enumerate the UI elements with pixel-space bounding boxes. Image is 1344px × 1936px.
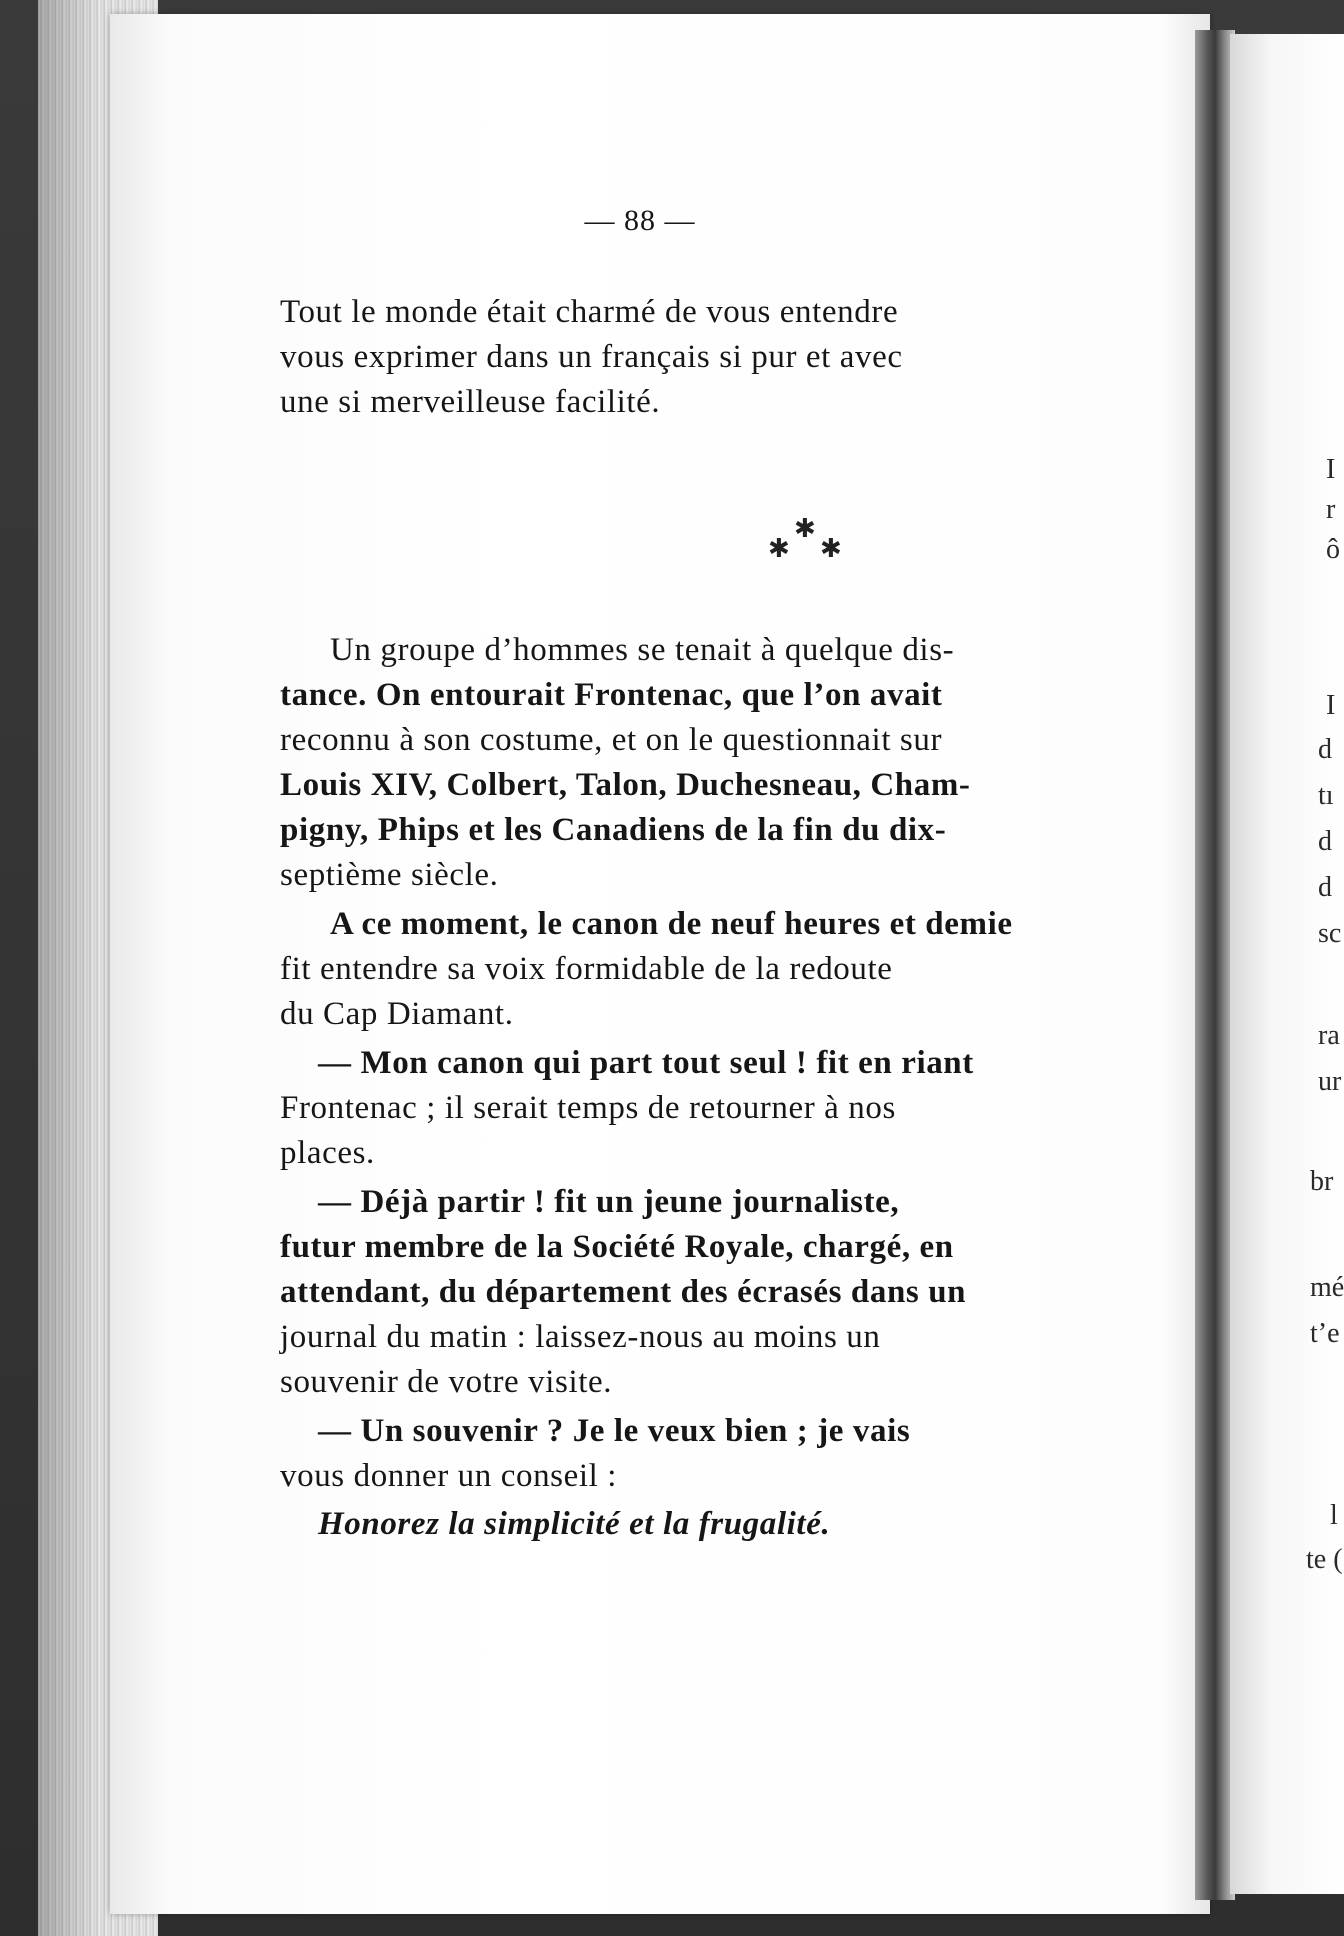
text-line: reconnu à son costume, et on le questionnait sur	[280, 722, 943, 758]
text-line: vous donner un conseil :	[280, 1458, 618, 1494]
facing-fragment: ur	[1318, 1066, 1342, 1097]
text-line: Louis XIV, Colbert, Talon, Duchesneau, Cham-	[280, 767, 971, 803]
text-line: fit entendre sa voix formidable de la redoute	[280, 951, 893, 987]
facing-fragment: ra	[1318, 1020, 1340, 1051]
facing-page	[1230, 34, 1344, 1894]
book-gutter	[1195, 30, 1235, 1900]
facing-fragment: br	[1310, 1166, 1334, 1197]
text-line: — Mon canon qui part tout seul ! fit en riant	[318, 1045, 974, 1081]
facing-fragment: t’e	[1310, 1318, 1340, 1349]
text-line: Tout le monde était charmé de vous entendre	[280, 294, 899, 330]
asterisk-icon: ✱	[794, 514, 816, 543]
asterisk-icon: ✱	[768, 534, 790, 563]
facing-fragment: te (	[1306, 1544, 1343, 1575]
text-line-italic: Honorez la simplicité et la frugalité.	[318, 1506, 831, 1542]
book-page	[110, 14, 1210, 1914]
asterism-separator	[760, 514, 850, 574]
asterisk-icon: ✱	[820, 534, 842, 563]
facing-fragment: tı	[1318, 780, 1334, 811]
text-line: journal du matin : laissez-nous au moins un	[280, 1319, 881, 1355]
facing-fragment: sc	[1318, 918, 1342, 949]
page-number: — 88 —	[584, 204, 696, 237]
text-line: du Cap Diamant.	[280, 996, 514, 1032]
text-line: attendant, du département des écrasés dans un	[280, 1274, 967, 1310]
text-line: vous exprimer dans un français si pur et avec	[280, 339, 903, 375]
facing-fragment: d	[1318, 872, 1332, 903]
text-line: Un groupe d’hommes se tenait à quelque dis-	[330, 632, 955, 668]
text-line: — Un souvenir ? Je le veux bien ; je vais	[318, 1413, 911, 1449]
facing-fragment: r	[1326, 494, 1336, 525]
text-line: une si merveilleuse facilité.	[280, 384, 661, 420]
text-line: pigny, Phips et les Canadiens de la fin du dix-	[280, 812, 947, 848]
text-line: futur membre de la Société Royale, chargé, en	[280, 1229, 954, 1265]
facing-fragment: ô	[1326, 534, 1340, 565]
facing-fragment: mé	[1310, 1272, 1344, 1303]
text-line: septième siècle.	[280, 857, 499, 893]
text-line: A ce moment, le canon de neuf heures et demie	[330, 906, 1013, 942]
facing-fragment: d	[1318, 734, 1332, 765]
text-line: Frontenac ; il serait temps de retourner à nos	[280, 1090, 896, 1126]
facing-page-text	[1230, 34, 1344, 1894]
facing-fragment: I	[1326, 690, 1336, 721]
facing-fragment: l	[1330, 1500, 1338, 1531]
text-line: — Déjà partir ! fit un jeune journaliste,	[318, 1184, 900, 1220]
text-line: souvenir de votre visite.	[280, 1364, 613, 1400]
text-line: places.	[280, 1135, 375, 1171]
facing-fragment: d	[1318, 826, 1332, 857]
facing-fragment: I	[1326, 454, 1336, 485]
text-line: tance. On entourait Frontenac, que l’on avait	[280, 677, 943, 713]
